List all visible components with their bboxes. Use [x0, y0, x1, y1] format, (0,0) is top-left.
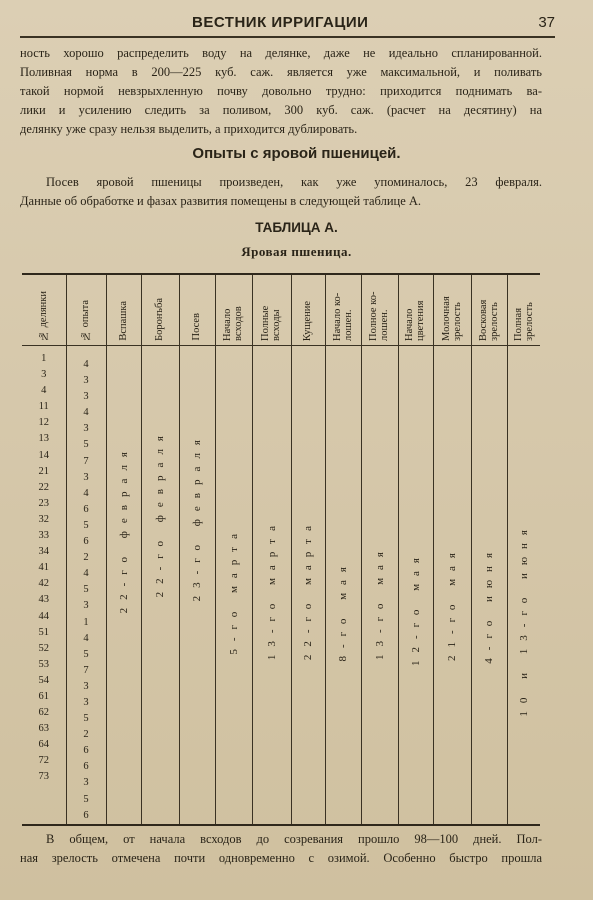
experiment-number: 4 [83, 487, 89, 499]
date-cell [507, 346, 540, 825]
experiment-number: 3 [83, 696, 89, 708]
intro-line: Поливная норма в 200—225 куб. саж. является уже максимальной, и поливать [20, 65, 542, 79]
date-cell [291, 346, 325, 825]
column-header: Полные всходы [252, 274, 291, 346]
plot-number: 52 [38, 642, 49, 654]
column-header: Начало ко-лошен. [325, 274, 361, 346]
experiment-number: 3 [83, 600, 89, 612]
table-header-row [22, 274, 540, 346]
column-header: Молочная зрелость [433, 274, 471, 346]
date-text: 8-го мая [337, 559, 349, 662]
date-text: 12-го мая [409, 550, 422, 666]
experiment-number: 3 [83, 680, 89, 692]
plot-number: 44 [38, 610, 49, 622]
column-header: Полная зрелость [507, 274, 540, 346]
experiment-number: 6 [83, 503, 89, 515]
date-cell [471, 346, 507, 825]
section-line: Посев яровой пшеницы произведен, как уже упоминалось, 23 февраля. [46, 175, 542, 189]
experiment-number: 5 [83, 648, 89, 660]
experiment-number: 5 [83, 584, 89, 596]
column-header: № опыта [66, 274, 106, 346]
plot-number: 73 [38, 771, 49, 783]
phenology-table [22, 273, 540, 826]
table-caption: ТАБЛИЦА А. [255, 220, 338, 235]
experiment-number: 3 [83, 391, 89, 403]
plot-number: 62 [38, 707, 49, 719]
date-text: 13-го мая [373, 544, 386, 660]
intro-line: такой нормой невзрыхленную почву довольно трудно: приходится поднимать ва- [20, 84, 542, 98]
plot-number: 22 [38, 481, 49, 493]
column-header: Начало цветения [398, 274, 433, 346]
experiment-number: 7 [83, 455, 89, 467]
column-header: Восковая зрелость [471, 274, 507, 346]
experiment-number: 7 [83, 664, 89, 676]
plot-number: 72 [38, 755, 49, 767]
table-body-row [22, 346, 540, 825]
plot-number: 32 [38, 513, 49, 525]
running-header [20, 12, 555, 38]
column-header: Посев [179, 274, 215, 346]
plot-number: 42 [38, 578, 49, 590]
experiment-number: 1 [83, 616, 89, 628]
date-cell [361, 346, 398, 825]
plot-number: 51 [38, 626, 49, 638]
date-cell [398, 346, 433, 825]
experiment-number: 5 [83, 439, 89, 451]
date-text: 10 и 13-го июня [517, 522, 530, 717]
date-text: 4-го июня [483, 545, 495, 664]
date-text: 21-го мая [446, 545, 458, 661]
plot-number: 14 [38, 449, 49, 461]
plot-number: 54 [38, 674, 49, 686]
date-text: 22-го февраля [154, 428, 166, 598]
experiment-number: 6 [83, 745, 89, 757]
date-text: 23-го февраля [191, 432, 203, 602]
experiment-number: 6 [83, 809, 89, 821]
plot-number: 21 [38, 465, 49, 477]
plot-number: 11 [38, 401, 49, 413]
date-cell [433, 346, 471, 825]
plot-number: 61 [38, 690, 49, 702]
date-cell [106, 346, 141, 825]
experiment-number: 6 [83, 536, 89, 548]
date-text: 22-го марта [302, 518, 314, 661]
plot-number: 13 [38, 433, 49, 445]
column-header: Боронъба [141, 274, 179, 346]
outro-line: ная зрелость отмечена почти одновременно с озимой. Особенно быстро прошла [20, 851, 542, 865]
date-text: 22-го февраля [117, 444, 130, 614]
experiment-number: 2 [83, 729, 89, 741]
plot-number: 64 [38, 739, 49, 751]
experiment-number: 2 [83, 552, 89, 564]
plot-number: 23 [38, 497, 49, 509]
intro-line: лики и усилению следить за поливом, 300 куб. саж. (расчет на десятину) на [20, 103, 542, 117]
date-text: 5-го марта [227, 526, 240, 655]
experiment-number: 4 [83, 359, 89, 370]
section-title: Опыты с яровой пшеницей. [192, 145, 401, 162]
plot-number: 34 [38, 546, 49, 558]
plot-number: 63 [38, 723, 49, 735]
plot-number: 33 [38, 530, 49, 542]
plot-number: 41 [38, 562, 49, 574]
plot-number: 53 [38, 658, 49, 670]
intro-line: ность хорошо распределить воду на делянке, даже не идеально спланированной. [20, 46, 542, 60]
experiment-number: 5 [83, 713, 89, 725]
outro-line: В общем, от начала всходов до созревания прошло 98—100 дней. Пол- [46, 832, 542, 846]
plot-number: 4 [41, 385, 47, 397]
experiment-number: 4 [83, 568, 89, 580]
column-header: Полное ко-лошен. [361, 274, 398, 346]
table-subtitle: Яровая пшеница. [241, 244, 352, 259]
section-line: Данные об обработке и фазах развития помещены в следующей таблице А. [20, 194, 422, 208]
journal-title: ВЕСТНИК ИРРИГАЦИИ [192, 14, 369, 31]
column-header: Кущение [291, 274, 325, 346]
date-cell [215, 346, 252, 825]
experiment-number: 4 [83, 407, 89, 419]
date-cell [179, 346, 215, 825]
date-cell [325, 346, 361, 825]
experiment-number-column [66, 346, 106, 825]
date-text: 13-го марта [265, 518, 278, 661]
experiment-number: 4 [83, 632, 89, 644]
experiment-number: 3 [83, 777, 89, 789]
plot-number: 43 [38, 594, 49, 606]
experiment-number: 3 [83, 375, 89, 387]
plot-number-column [22, 346, 66, 825]
date-cell [141, 346, 179, 825]
column-header: Вспашка [106, 274, 141, 346]
plot-number: 12 [38, 417, 49, 429]
experiment-number: 6 [83, 761, 89, 773]
date-cell [252, 346, 291, 825]
column-header: № делянки [22, 274, 66, 346]
column-header: Начало всходов [215, 274, 252, 346]
experiment-number: 3 [83, 471, 89, 483]
plot-number: 1 [41, 353, 47, 364]
experiment-number: 5 [83, 793, 89, 805]
experiment-number: 3 [83, 423, 89, 435]
plot-number: 3 [41, 369, 47, 381]
page-number: 37 [538, 14, 555, 31]
intro-line: делянку уже сразу нельзя выделить, а приходится дублировать. [20, 122, 358, 136]
experiment-number: 5 [83, 519, 89, 531]
